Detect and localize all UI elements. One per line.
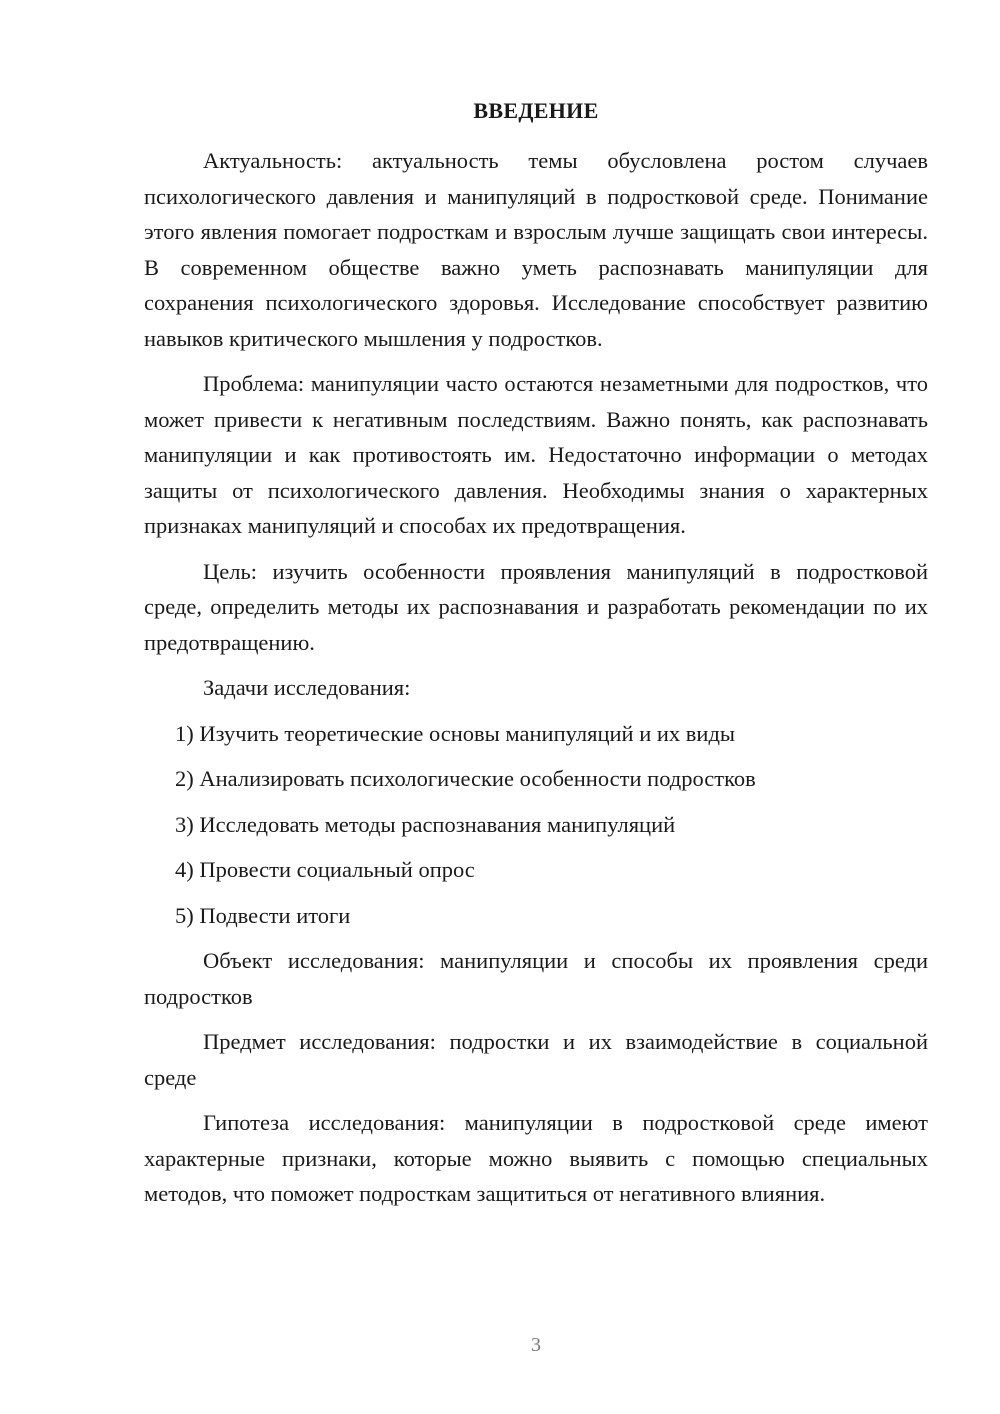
- tasks-list: [144, 716, 928, 934]
- page-title: ВВЕДЕНИЕ: [473, 98, 599, 123]
- page-number: 3: [531, 1334, 541, 1356]
- document-body: [144, 143, 928, 1222]
- list-item: 2) Анализировать психологические особенности подростков: [175, 766, 756, 791]
- list-item: 3) Исследовать методы распознавания манипуляций: [175, 811, 676, 837]
- list-item: 4) Провести социальный опрос: [175, 857, 475, 882]
- tasks-heading: Задачи исследования:: [203, 675, 411, 700]
- paragraph-object: Объект исследования: манипуляции и способы их проявления среди подростков: [144, 948, 928, 1009]
- paragraph-problem: Проблема: манипуляции часто остаются незаметными для подростков, что может привести к негативным последствиям. Важно понять, как распознавать манипуляции и как противостоять им. Недостаточно информации о методах защиты от психологического давления. Необходимы знания о характерных признаках манипуляций и способах их предотвращения.: [144, 371, 928, 538]
- paragraph-hypothesis: Гипотеза исследования: манипуляции в подростковой среде имеют характерные признаки, которые можно выявить с помощью специальных методов, что поможет подросткам защититься от негативного влияния.: [144, 1110, 928, 1206]
- paragraph-subject: Предмет исследования: подростки и их взаимодействие в социальной среде: [144, 1029, 928, 1090]
- list-item: 1) Изучить теоретические основы манипуляций и их виды: [175, 720, 736, 746]
- paragraph-goal: Цель: изучить особенности проявления манипуляций в подростковой среде, определить методы их распознавания и разработать рекомендации по их предотвращению.: [144, 558, 928, 655]
- paragraph-relevance: Актуальность: актуальность темы обусловлена ростом случаев психологического давления и манипуляций в подростковой среде. Понимание этого явления помогает подросткам и взрослым лучше защищать свои интересы. В современном обществе важно уметь распознавать манипуляции для сохранения психологического здоровья. Исследование способствует развитию навыков критического мышления у подростков.: [144, 148, 928, 351]
- list-item: 5) Подвести итоги: [175, 902, 351, 928]
